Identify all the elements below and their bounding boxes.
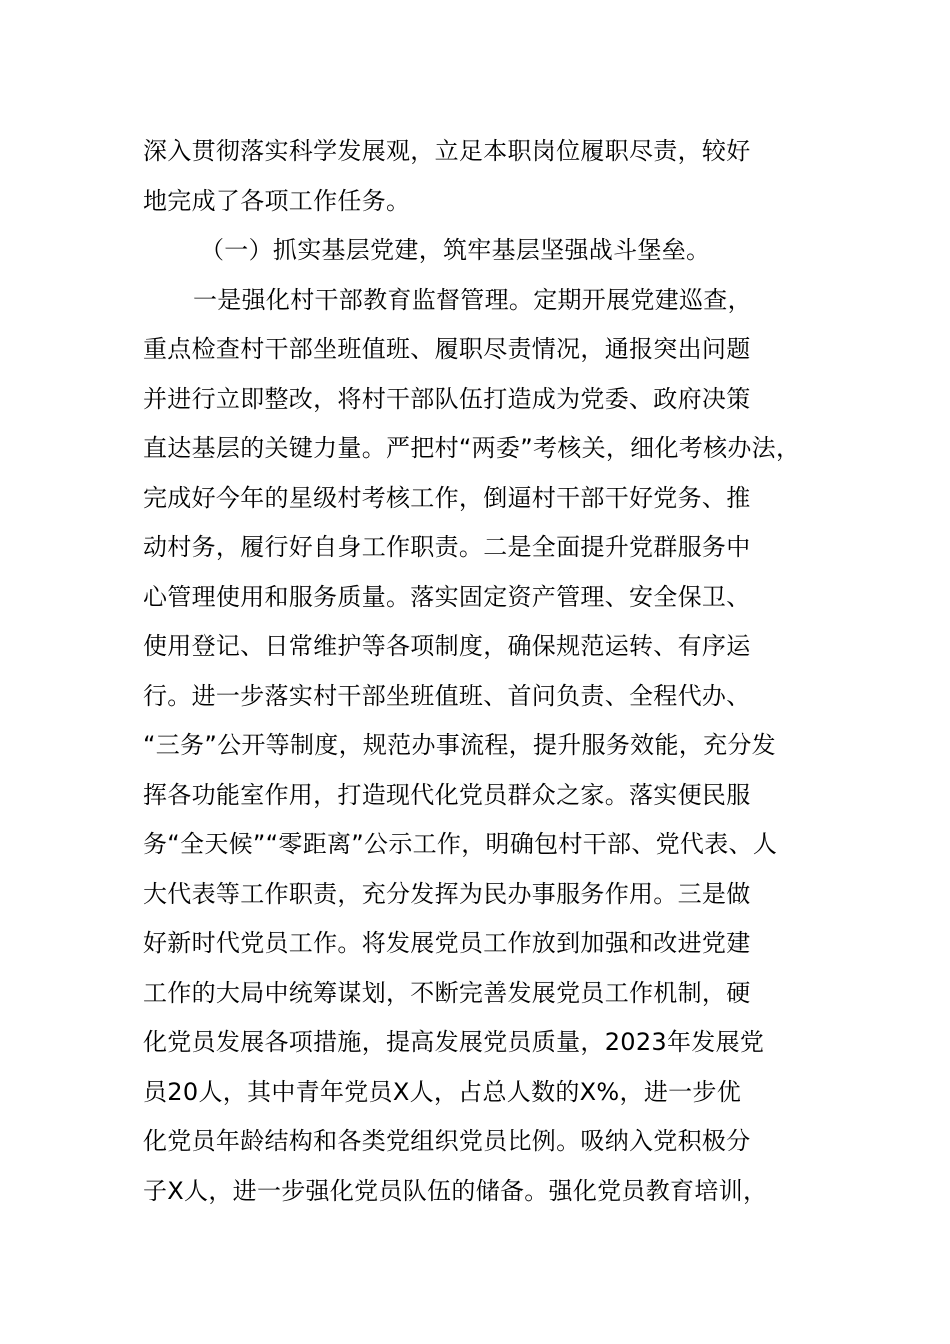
paragraph-line: 并进行立即整改，将村干部队伍打造成为党委、政府决策 [143, 384, 751, 413]
body-text [143, 127, 843, 1216]
paragraph-line: 一是强化村干部教育监督管理。定期开展党建巡查， [193, 285, 752, 314]
paragraph-line: “三务”公开等制度，规范办事流程，提升服务效能，充分发 [143, 731, 776, 759]
paragraph-line: 化党员年龄结构和各类党组织党员比例。吸纳入党积极分 [143, 1127, 751, 1155]
paragraph-line: 员20人，其中青年党员X人，占总人数的X%，进一步优 [143, 1077, 742, 1106]
paragraph-line: 务“全天候”“零距离”公示工作，明确包村干部、党代表、人 [143, 830, 778, 858]
paragraph-line: 完成好今年的星级村考核工作，倒逼村干部干好党务、推 [143, 483, 751, 512]
paragraph-line: 直达基层的关键力量。严把村“两委”考核关，细化考核办法， [143, 434, 801, 462]
paragraph-line: 子X人，进一步强化党员队伍的储备。强化党员教育培训， [143, 1176, 768, 1205]
paragraph-line: 挥各功能室作用，打造现代化党员群众之家。落实便民服 [143, 780, 751, 809]
paragraph-line: 心管理使用和服务质量。落实固定资产管理、安全保卫、 [143, 582, 751, 611]
paragraph-line: 大代表等工作职责，充分发挥为民办事服务作用。三是做 [143, 879, 751, 908]
paragraph-line: 重点检查村干部坐班值班、履职尽责情况，通报突出问题 [143, 335, 751, 363]
paragraph-line: 地完成了各项工作任务。 [143, 186, 411, 215]
paragraph-line: 工作的大局中统筹谋划，不断完善发展党员工作机制，硬 [143, 978, 751, 1007]
section-heading: （一）抓实基层党建，筑牢基层坚强战斗堡垒。 [200, 236, 711, 264]
paragraph-line: 使用登记、日常维护等各项制度，确保规范运转、有序运 [143, 632, 751, 660]
paragraph-line: 行。进一步落实村干部坐班值班、首问负责、全程代办、 [143, 681, 751, 710]
paragraph-line: 化党员发展各项措施，提高发展党员质量，2023年发展党 [143, 1028, 765, 1056]
paragraph-line: 深入贯彻落实科学发展观，立足本职岗位履职尽责，较好 [143, 137, 751, 165]
paragraph-line: 动村务，履行好自身工作职责。二是全面提升党群服务中 [143, 533, 751, 561]
paragraph-line: 好新时代党员工作。将发展党员工作放到加强和改进党建 [143, 929, 751, 957]
